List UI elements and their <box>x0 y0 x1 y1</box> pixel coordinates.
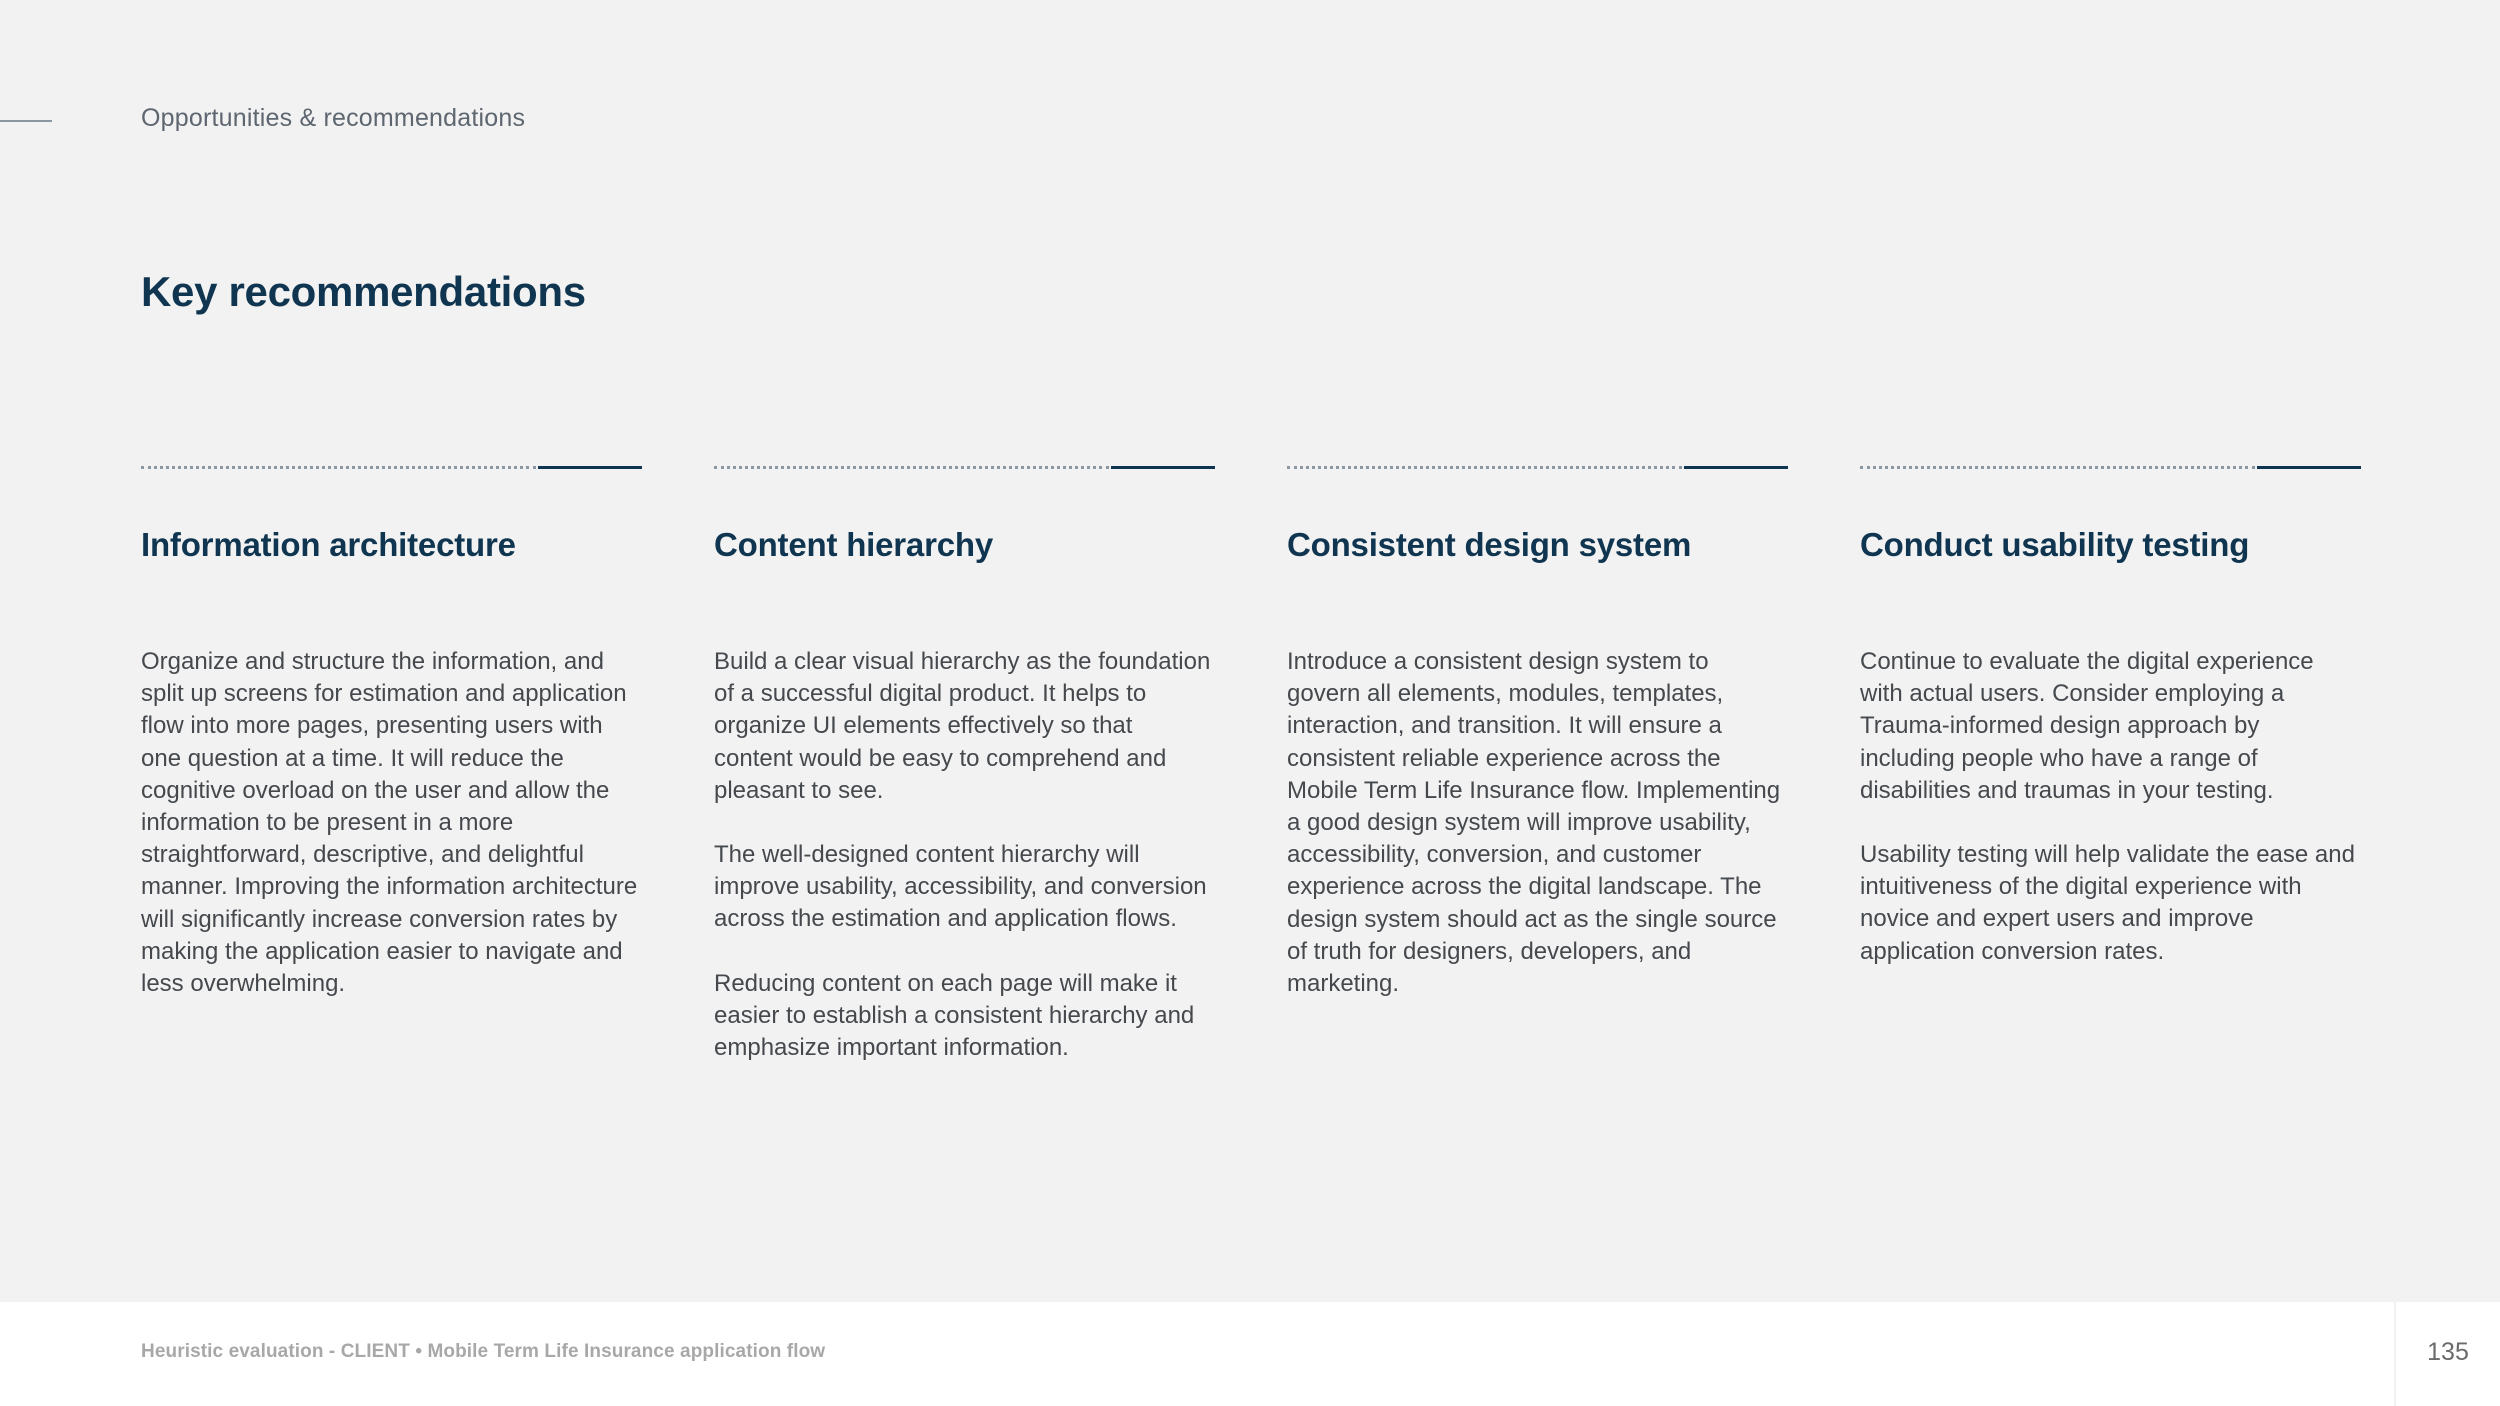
page-title: Key recommendations <box>141 268 586 315</box>
card-paragraph: Build a clear visual hierarchy as the foundation of a successful digital product. It helps to organize UI elements effectively so that content would be easy to comprehend and pleasant to see. <box>714 648 1211 804</box>
divider-accent-line <box>2257 466 2361 469</box>
card-body <box>714 646 1214 1096</box>
card-body <box>141 646 641 1032</box>
divider-dotted-line <box>1860 466 2255 469</box>
card-paragraph: The well-designed content hierarchy will improve usability, accessibility, and conversion across the estimation and application flows. <box>714 841 1207 933</box>
header-accent-rule <box>0 120 52 122</box>
card-divider <box>1287 466 1787 469</box>
card-divider <box>714 466 1214 469</box>
card-divider <box>141 466 641 469</box>
recommendation-card-information-architecture <box>141 466 641 998</box>
card-paragraph: Organize and structure the information, and split up screens for estimation and application flow into more pages, presenting users with one question at a time. It will reduce the cognitive overload on the user and allow the information to be present in a more straightforward, descriptive, and delightful manner. Improving the information architecture will significantly increase conversion rates by making the application easier to navigate and less overwhelming. <box>141 648 638 998</box>
footer-document-title: Heuristic evaluation - CLIENT • Mobile Term Life Insurance application flow <box>141 1341 826 1362</box>
card-heading: Consistent design system <box>1287 526 1692 563</box>
card-heading: Content hierarchy <box>714 526 993 563</box>
recommendation-card-usability-testing <box>1860 466 2360 965</box>
divider-dotted-line <box>1287 466 1682 469</box>
card-paragraph: Reducing content on each page will make it easier to establish a consistent hierarchy and emphasize important information. <box>714 969 1195 1062</box>
recommendation-card-consistent-design-system <box>1287 466 1787 998</box>
page-number: 135 <box>2427 1338 2469 1366</box>
divider-accent-line <box>1111 466 1215 469</box>
card-paragraph: Usability testing will help validate the ease and intuitiveness of the digital experience with novice and expert users and improve application conversion rates. <box>1860 841 2355 965</box>
card-paragraph: Introduce a consistent design system to govern all elements, modules, templates, interaction, and transition. It will ensure a consistent reliable experience across the Mobile Term Life Insurance flow. Implementing a good design system will improve usability, accessibility, conversion, and customer experience across the digital landscape. The design system should act as the single source of truth for designers, developers, and marketing. <box>1287 648 1781 998</box>
section-label: Opportunities & recommendations <box>141 104 526 132</box>
card-heading: Conduct usability testing <box>1860 526 2250 563</box>
card-paragraph: Continue to evaluate the digital experience with actual users. Consider employing a Trauma-informed design approach by including people who have a range of disabilities and traumas in your testing. <box>1860 648 2314 804</box>
page-number-box <box>2394 1302 2500 1406</box>
card-heading: Information architecture <box>141 526 516 563</box>
card-body <box>1860 646 2360 1000</box>
divider-accent-line <box>1684 466 1788 469</box>
card-body <box>1287 646 1787 1032</box>
recommendation-card-content-hierarchy <box>714 466 1214 1062</box>
page-footer <box>0 1302 2500 1406</box>
card-divider <box>1860 466 2360 469</box>
divider-accent-line <box>538 466 642 469</box>
divider-dotted-line <box>141 466 536 469</box>
divider-dotted-line <box>714 466 1109 469</box>
